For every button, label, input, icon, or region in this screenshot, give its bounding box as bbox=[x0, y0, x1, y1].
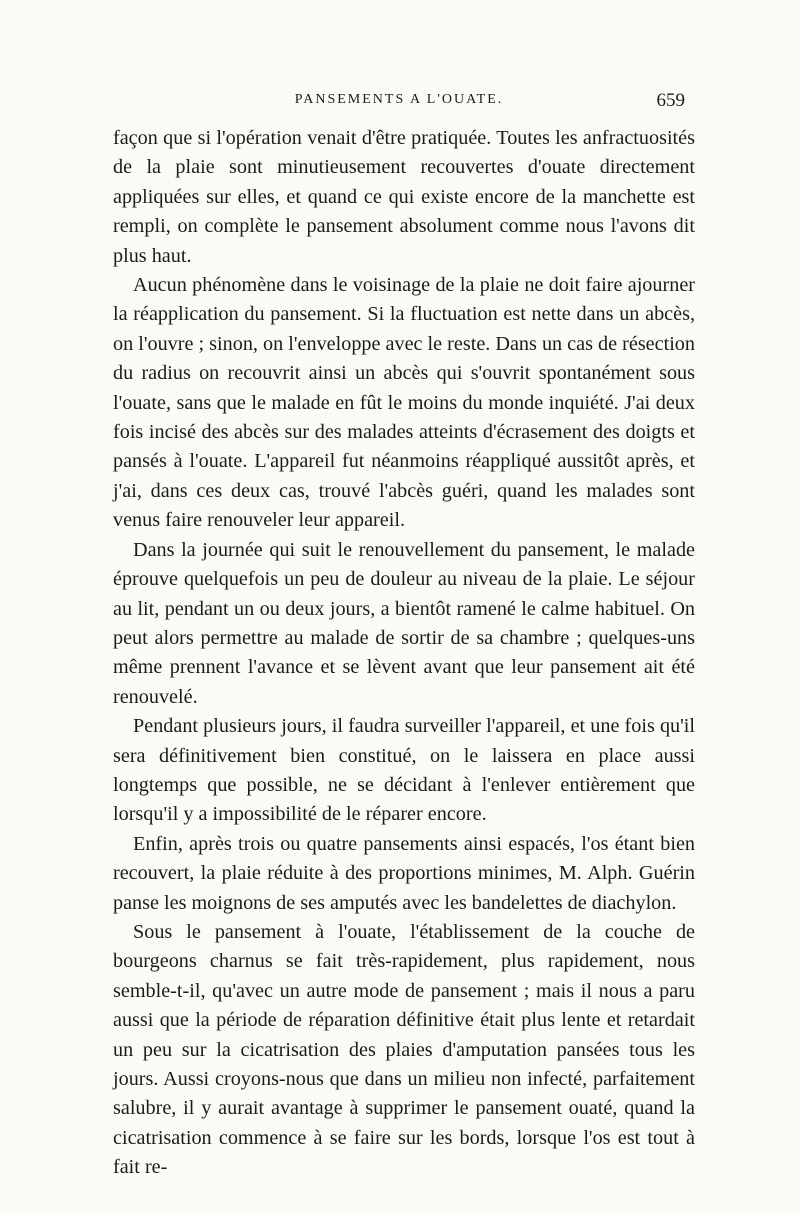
paragraph-continuation: façon que si l'opération venait d'être pratiquée. Toutes les anfractuosités de la plaie sont minutieusement recouvertes d'ouate directement appliquées sur elles, et quand ce qui existe encore de la manchette est rempli, on complète le pansement absolument comme nous l'avons dit plus haut. bbox=[113, 127, 695, 267]
page-number: 659 bbox=[656, 90, 685, 111]
page-header bbox=[113, 92, 685, 122]
paragraph: Sous le pansement à l'ouate, l'établissement de la couche de bourgeons charnus se fait très-rapidement, plus rapidement, nous semble-t-il, qu'avec un autre mode de pansement ; mais il nous a paru aussi que la période de réparation définitive était plus lente et retardait un peu sur la cicatrisation des plaies d'amputation pansées tous les jours. Aussi croyons-nous que dans un milieu non infecté, parfaitement salubre, il y aurait avantage à supprimer le pansement ouaté, quand la cicatrisation commence à se faire sur les bords, lorsque l'os est tout à fait re- bbox=[113, 920, 695, 1179]
body-text bbox=[113, 124, 695, 1183]
paragraph: Enfin, après trois ou quatre pansements ainsi espacés, l'os étant bien recouvert, la plaie réduite à des proportions minimes, M. Alph. Guérin panse les moignons de ses amputés avec les bandelettes de diachylon. bbox=[113, 832, 695, 914]
running-title: PANSEMENTS A L'OUATE. bbox=[294, 92, 504, 107]
paragraph: Dans la journée qui suit le renouvellement du pansement, le malade éprouve quelquefois un peu de douleur au niveau de la plaie. Le séjour au lit, pendant un ou deux jours, a bientôt ramené le calme habituel. On peut alors permettre au malade de sortir de sa chambre ; quelques-uns même prennent l'avance et se lèvent avant que leur pansement ait été renouvelé. bbox=[113, 538, 695, 708]
paragraph: Aucun phénomène dans le voisinage de la plaie ne doit faire ajourner la réapplication du pansement. Si la fluctuation est nette dans un abcès, on l'ouvre ; sinon, on l'enveloppe avec le reste. Dans un cas de résection du radius on recouvrit ainsi un abcès qui s'ouvrit spontanément sous l'ouate, sans que le malade en fût le moins du monde inquiété. J'ai deux fois incisé des abcès sur des malades atteints d'écrasement des doigts et pansés à l'ouate. L'appareil fut néanmoins réappliqué aussitôt après, et j'ai, dans ces deux cas, trouvé l'abcès guéri, quand les malades sont venus faire renouveler leur appareil. bbox=[113, 274, 695, 532]
paragraph: Pendant plusieurs jours, il faudra surveiller l'appareil, et une fois qu'il sera définitivement bien constitué, on le laissera en place aussi longtemps que possible, ne se décidant à l'enlever entièrement que lorsqu'il y a impossibilité de le réparer encore. bbox=[113, 715, 695, 826]
